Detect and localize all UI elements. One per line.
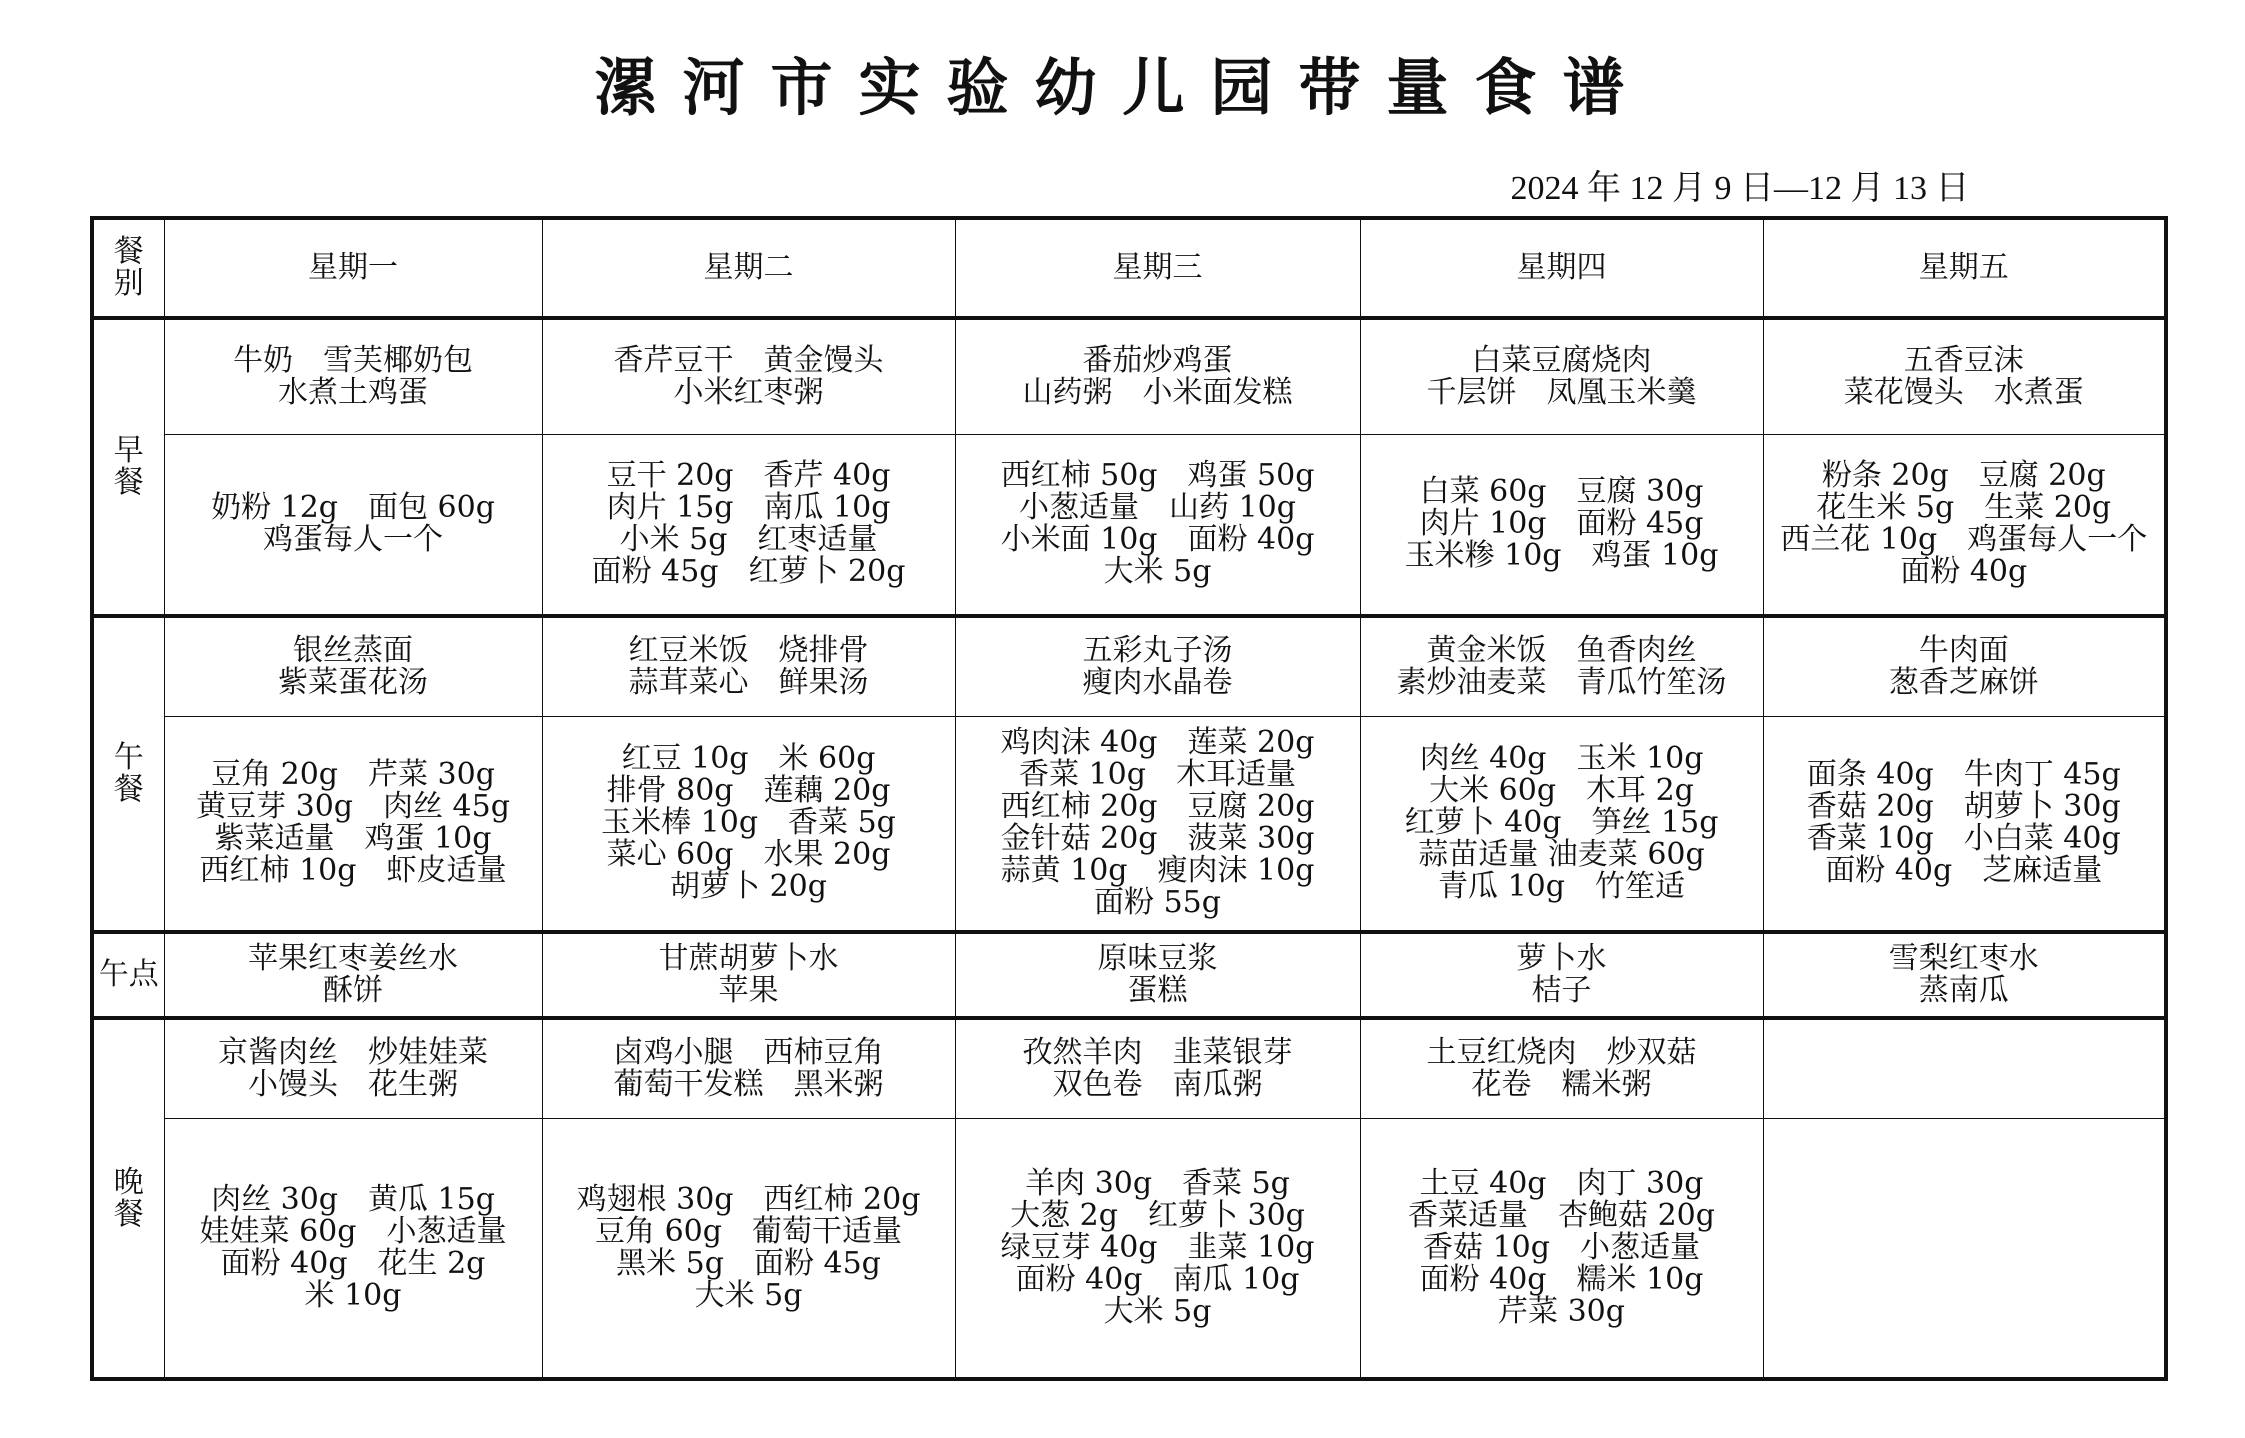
meal-category-header: 餐 别 [92,218,164,318]
menu-line: 菜花馒头 水煮蛋 [1843,374,2084,410]
breakfast-dishes-row [92,318,2166,434]
breakfast-dishes-fri [1763,318,2166,434]
menu-line: 粉条 20g 豆腐 20g [1821,458,2106,494]
menu-line: 蒜茸菜心 鲜果汤 [628,664,869,700]
dinner-ingredients-mon [164,1118,542,1379]
menu-line: 鸡蛋每人一个 [263,522,443,558]
lunch-dishes-tue [542,616,955,716]
lunch-dishes-wed [955,616,1360,716]
menu-line: 小米面 10g 面粉 40g [1000,522,1315,558]
menu-line: 菜心 60g 水果 20g [606,837,891,873]
menu-line: 葱香芝麻饼 [1888,664,2039,700]
menu-line: 面粉 55g [1094,885,1221,921]
menu-line: 玉米棒 10g 香菜 5g [601,805,896,841]
meal-label-lunch: 午 餐 [92,616,164,932]
snack-thu [1360,932,1763,1018]
menu-line: 大米 5g [1103,1293,1212,1329]
menu-line: 酥饼 [323,973,383,1008]
menu-line: 面粉 45g 红萝卜 20g [591,554,906,590]
menu-line: 米 10g [304,1277,402,1313]
menu-line: 香芹豆干 黄金馒头 [613,342,884,378]
lunch-ingredients-tue [542,716,955,932]
menu-line: 娃娃菜 60g 小葱适量 [199,1213,507,1249]
day-header-wed: 星期三 [955,218,1360,318]
menu-line: 牛奶 雪芙椰奶包 [233,342,473,378]
menu-line: 胡萝卜 20g [670,869,827,905]
breakfast-ingredients-row [92,434,2166,616]
menu-line: 苹果 [718,973,779,1008]
snack-mon [164,932,542,1018]
menu-line: 紫菜蛋花汤 [278,664,428,700]
day-header-fri: 星期五 [1763,218,2166,318]
menu-line: 番茄炒鸡蛋 [1082,342,1233,378]
dinner-ingredients-row [92,1118,2166,1379]
menu-line: 豆角 20g 芹菜 30g [211,757,495,793]
breakfast-dishes-mon [164,318,542,434]
day-header-mon: 星期一 [164,218,542,318]
menu-line: 大米 5g [694,1277,803,1313]
menu-line: 雪梨红枣水 [1888,941,2039,976]
menu-line: 排骨 80g 莲藕 20g [606,773,891,809]
breakfast-ingredients-wed [955,434,1360,616]
lunch-dishes-thu [1360,616,1763,716]
menu-line: 肉丝 30g 黄瓜 15g [211,1181,495,1217]
lunch-ingredients-fri [1763,716,2166,932]
menu-line: 芹菜 30g [1498,1293,1625,1329]
menu-line: 面粉 40g 糯米 10g [1419,1261,1704,1297]
breakfast-ingredients-mon [164,434,542,616]
menu-line: 面粉 40g [1900,554,2028,590]
meal-label-dinner: 晚 餐 [92,1018,164,1379]
menu-line: 西兰花 10g 鸡蛋每人一个 [1780,522,2148,558]
menu-line: 原味豆浆 [1097,941,1218,976]
menu-line: 蒸南瓜 [1918,973,2009,1008]
menu-line: 白菜豆腐烧肉 [1471,342,1652,378]
menu-line: 肉片 10g 面粉 45g [1419,506,1704,542]
lunch-ingredients-wed [955,716,1360,932]
menu-line: 卤鸡小腿 西柿豆角 [613,1034,884,1070]
menu-line: 香菇 10g 小葱适量 [1423,1229,1700,1265]
menu-line: 花卷 糯米粥 [1471,1066,1652,1102]
lunch-ingredients-mon [164,716,542,932]
menu-line: 蒜苗适量 油麦菜 60g [1418,837,1705,873]
menu-line: 瘦肉水晶卷 [1082,664,1233,700]
meal-label-snack: 午点 [92,932,164,1018]
lunch-dishes-row [92,616,2166,716]
day-header-thu: 星期四 [1360,218,1763,318]
breakfast-ingredients-thu [1360,434,1763,616]
menu-line: 蒜黄 10g 瘦肉沫 10g [1000,853,1315,889]
breakfast-dishes-tue [542,318,955,434]
snack-row [92,932,2166,1018]
menu-line: 紫菜适量 鸡蛋 10g [214,821,492,857]
menu-line: 大葱 2g 红萝卜 30g [1010,1197,1305,1233]
menu-line: 面粉 40g 芝麻适量 [1825,853,2103,889]
menu-line: 桔子 [1531,973,1592,1008]
dinner-ingredients-fri [1763,1118,2166,1379]
menu-line: 土豆红烧肉 炒双菇 [1426,1034,1697,1070]
menu-line: 白菜 60g 豆腐 30g [1419,474,1704,510]
menu-line: 大米 60g 木耳 2g [1429,773,1694,809]
header-row [92,218,2166,318]
menu-line: 红豆 10g 米 60g [621,741,876,777]
menu-line: 银丝蒸面 [293,632,413,668]
menu-line: 黄金米饭 鱼香肉丝 [1426,632,1697,668]
breakfast-ingredients-fri [1763,434,2166,616]
menu-line: 西红柿 20g 豆腐 20g [1000,789,1315,825]
menu-line: 甘蔗胡萝卜水 [658,941,839,976]
menu-line: 青瓜 10g 竹笙适 [1438,869,1685,905]
menu-line: 奶粉 12g 面包 60g [211,490,495,526]
menu-line: 鸡翅根 30g 西红柿 20g [576,1181,921,1217]
dinner-dishes-row [92,1018,2166,1118]
dinner-ingredients-tue [542,1118,955,1379]
menu-line: 五彩丸子汤 [1082,632,1233,668]
menu-line: 肉丝 40g 玉米 10g [1419,741,1704,777]
snack-tue [542,932,955,1018]
menu-line: 豆干 20g 香芹 40g [606,458,891,494]
dinner-dishes-fri [1763,1018,2166,1118]
lunch-ingredients-row [92,716,2166,932]
menu-line: 西红柿 10g 虾皮适量 [199,853,507,889]
lunch-dishes-fri [1763,616,2166,716]
snack-wed [955,932,1360,1018]
day-header-tue: 星期二 [542,218,955,318]
menu-line: 黄豆芽 30g 肉丝 45g [196,789,510,825]
menu-line: 牛肉面 [1918,632,2009,668]
menu-line: 小馒头 花生粥 [248,1066,458,1102]
menu-line: 大米 5g [1103,554,1212,590]
menu-line: 山药粥 小米面发糕 [1022,374,1293,410]
dinner-ingredients-wed [955,1118,1360,1379]
menu-line: 玉米糁 10g 鸡蛋 10g [1404,538,1719,574]
menu-line: 土豆 40g 肉丁 30g [1419,1165,1704,1201]
menu-line: 红萝卜 40g 笋丝 15g [1404,805,1719,841]
menu-line: 香菜 10g 木耳适量 [1019,757,1296,793]
menu-line: 水煮土鸡蛋 [278,374,428,410]
breakfast-dishes-thu [1360,318,1763,434]
menu-line: 香菇 20g 胡萝卜 30g [1806,789,2121,825]
menu-line: 红豆米饭 烧排骨 [628,632,869,668]
menu-line: 小米 5g 红枣适量 [619,522,878,558]
breakfast-dishes-wed [955,318,1360,434]
menu-line: 孜然羊肉 韭菜银芽 [1022,1034,1293,1070]
menu-line: 香菜适量 杏鲍菇 20g [1408,1197,1715,1233]
dinner-dishes-thu [1360,1018,1763,1118]
menu-line: 面粉 40g 花生 2g [220,1245,486,1281]
menu-line: 五香豆沫 [1903,342,2024,378]
menu-line: 双色卷 南瓜粥 [1052,1066,1263,1102]
breakfast-ingredients-tue [542,434,955,616]
dinner-dishes-tue [542,1018,955,1118]
snack-fri [1763,932,2166,1018]
lunch-ingredients-thu [1360,716,1763,932]
menu-line: 葡萄干发糕 黑米粥 [613,1066,884,1102]
dinner-ingredients-thu [1360,1118,1763,1379]
menu-line: 小米红枣粥 [673,374,824,410]
menu-line: 京酱肉丝 炒娃娃菜 [218,1034,488,1070]
meal-label-breakfast: 早 餐 [92,318,164,616]
menu-line: 面粉 40g 南瓜 10g [1015,1261,1300,1297]
menu-table [90,216,2168,1381]
date-range: 2024 年 12 月 9 日—12 月 13 日 [1510,170,1970,207]
page-title: 漯河市实验幼儿园带量食谱 [594,51,1651,124]
menu-line: 素炒油麦菜 青瓜竹笙汤 [1396,664,1727,700]
menu-line: 蛋糕 [1127,973,1188,1008]
menu-line: 肉片 15g 南瓜 10g [606,490,891,526]
menu-line: 千层饼 凤凰玉米羹 [1426,374,1697,410]
dinner-dishes-wed [955,1018,1360,1118]
menu-line: 萝卜水 [1516,941,1607,976]
menu-line: 苹果红枣姜丝水 [248,941,458,976]
menu-line: 鸡肉沫 40g 莲菜 20g [1000,725,1315,761]
menu-line: 豆角 60g 葡萄干适量 [595,1213,902,1249]
menu-line: 绿豆芽 40g 韭菜 10g [1000,1229,1315,1265]
menu-line: 香菜 10g 小白菜 40g [1806,821,2121,857]
menu-line: 小葱适量 山药 10g [1019,490,1296,526]
menu-line: 西红柿 50g 鸡蛋 50g [1000,458,1315,494]
dinner-dishes-mon [164,1018,542,1118]
lunch-dishes-mon [164,616,542,716]
menu-line: 羊肉 30g 香菜 5g [1025,1165,1290,1201]
menu-line: 面条 40g 牛肉丁 45g [1806,757,2121,793]
menu-line: 花生米 5g 生菜 20g [1816,490,2112,526]
menu-line: 金针菇 20g 菠菜 30g [1000,821,1315,857]
menu-line: 黑米 5g 面粉 45g [616,1245,881,1281]
